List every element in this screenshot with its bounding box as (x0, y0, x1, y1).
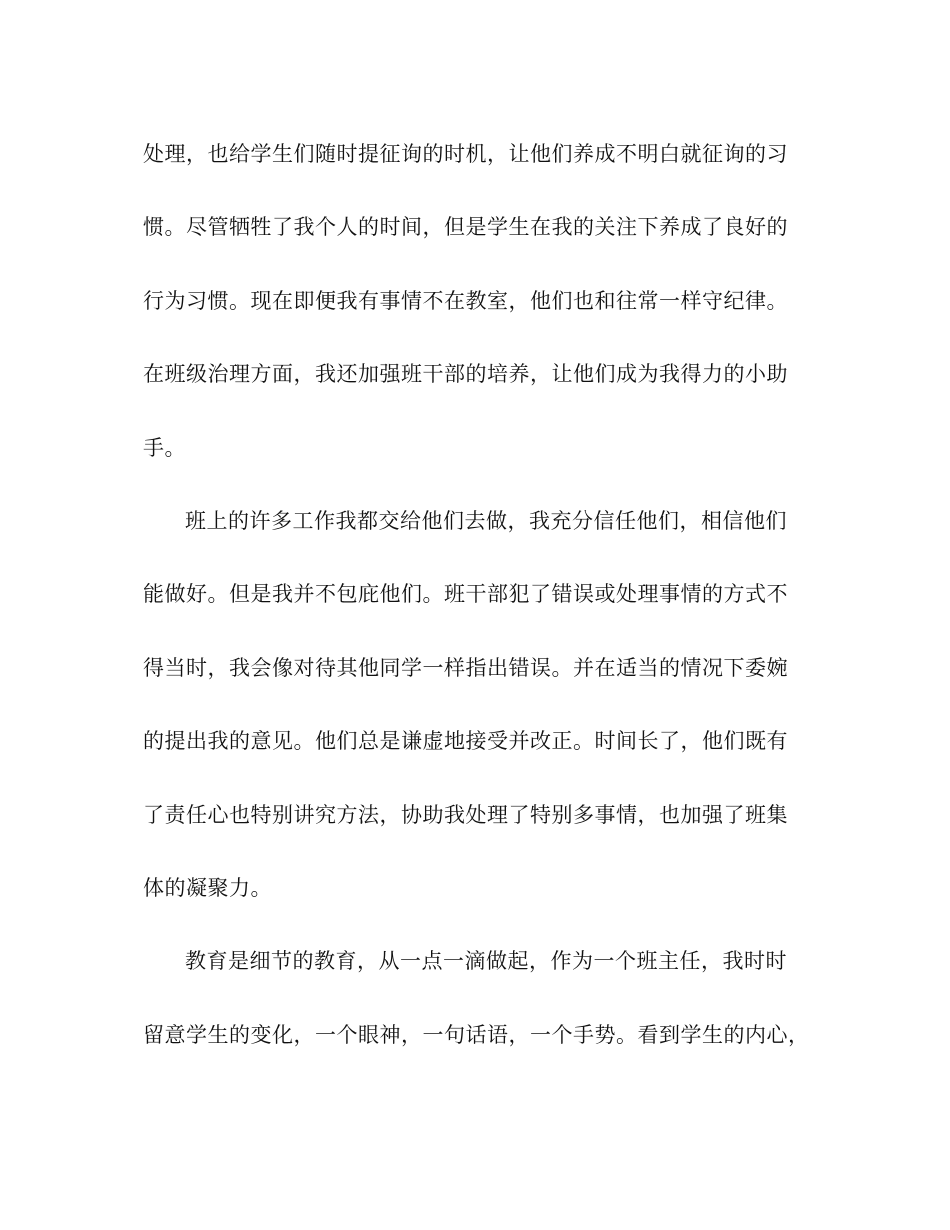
text-line: 在班级治理方面，我还加强班干部的培养，让他们成为我得力的小助 (143, 362, 788, 387)
paragraph-first-line: 班上的许多工作我都交给他们去做，我充分信任他们，相信他们 (185, 508, 787, 533)
text-line: 处理，也给学生们随时提征询的时机，让他们养成不明白就征询的习 (143, 142, 788, 166)
text-line: 手。 (143, 435, 186, 460)
text-line: 能做好。但是我并不包庇他们。班干部犯了错误或处理事情的方式不 (143, 582, 788, 607)
text-line: 留意学生的变化，一个眼神，一句话语，一个手势。看到学生的内心， (143, 1022, 810, 1047)
paragraph-first-line: 教育是细节的教育，从一点一滴做起，作为一个班主任，我时时 (185, 949, 787, 974)
text-line: 了责任心也特别讲究方法，协助我处理了特别多事情，也加强了班集 (143, 802, 788, 827)
text-line: 惯。尽管牺牲了我个人的时间，但是学生在我的关注下养成了良好的 (143, 215, 788, 240)
body-text (143, 134, 813, 1088)
text-line: 的提出我的意见。他们总是谦虚地接受并改正。时间长了，他们既有 (143, 729, 788, 754)
text-line: 体的凝聚力。 (143, 875, 272, 900)
text-line: 行为习惯。现在即便我有事情不在教室，他们也和往常一样守纪律。 (143, 288, 788, 313)
text-line: 得当时，我会像对待其他同学一样指出错误。并在适当的情况下委婉 (143, 655, 788, 680)
